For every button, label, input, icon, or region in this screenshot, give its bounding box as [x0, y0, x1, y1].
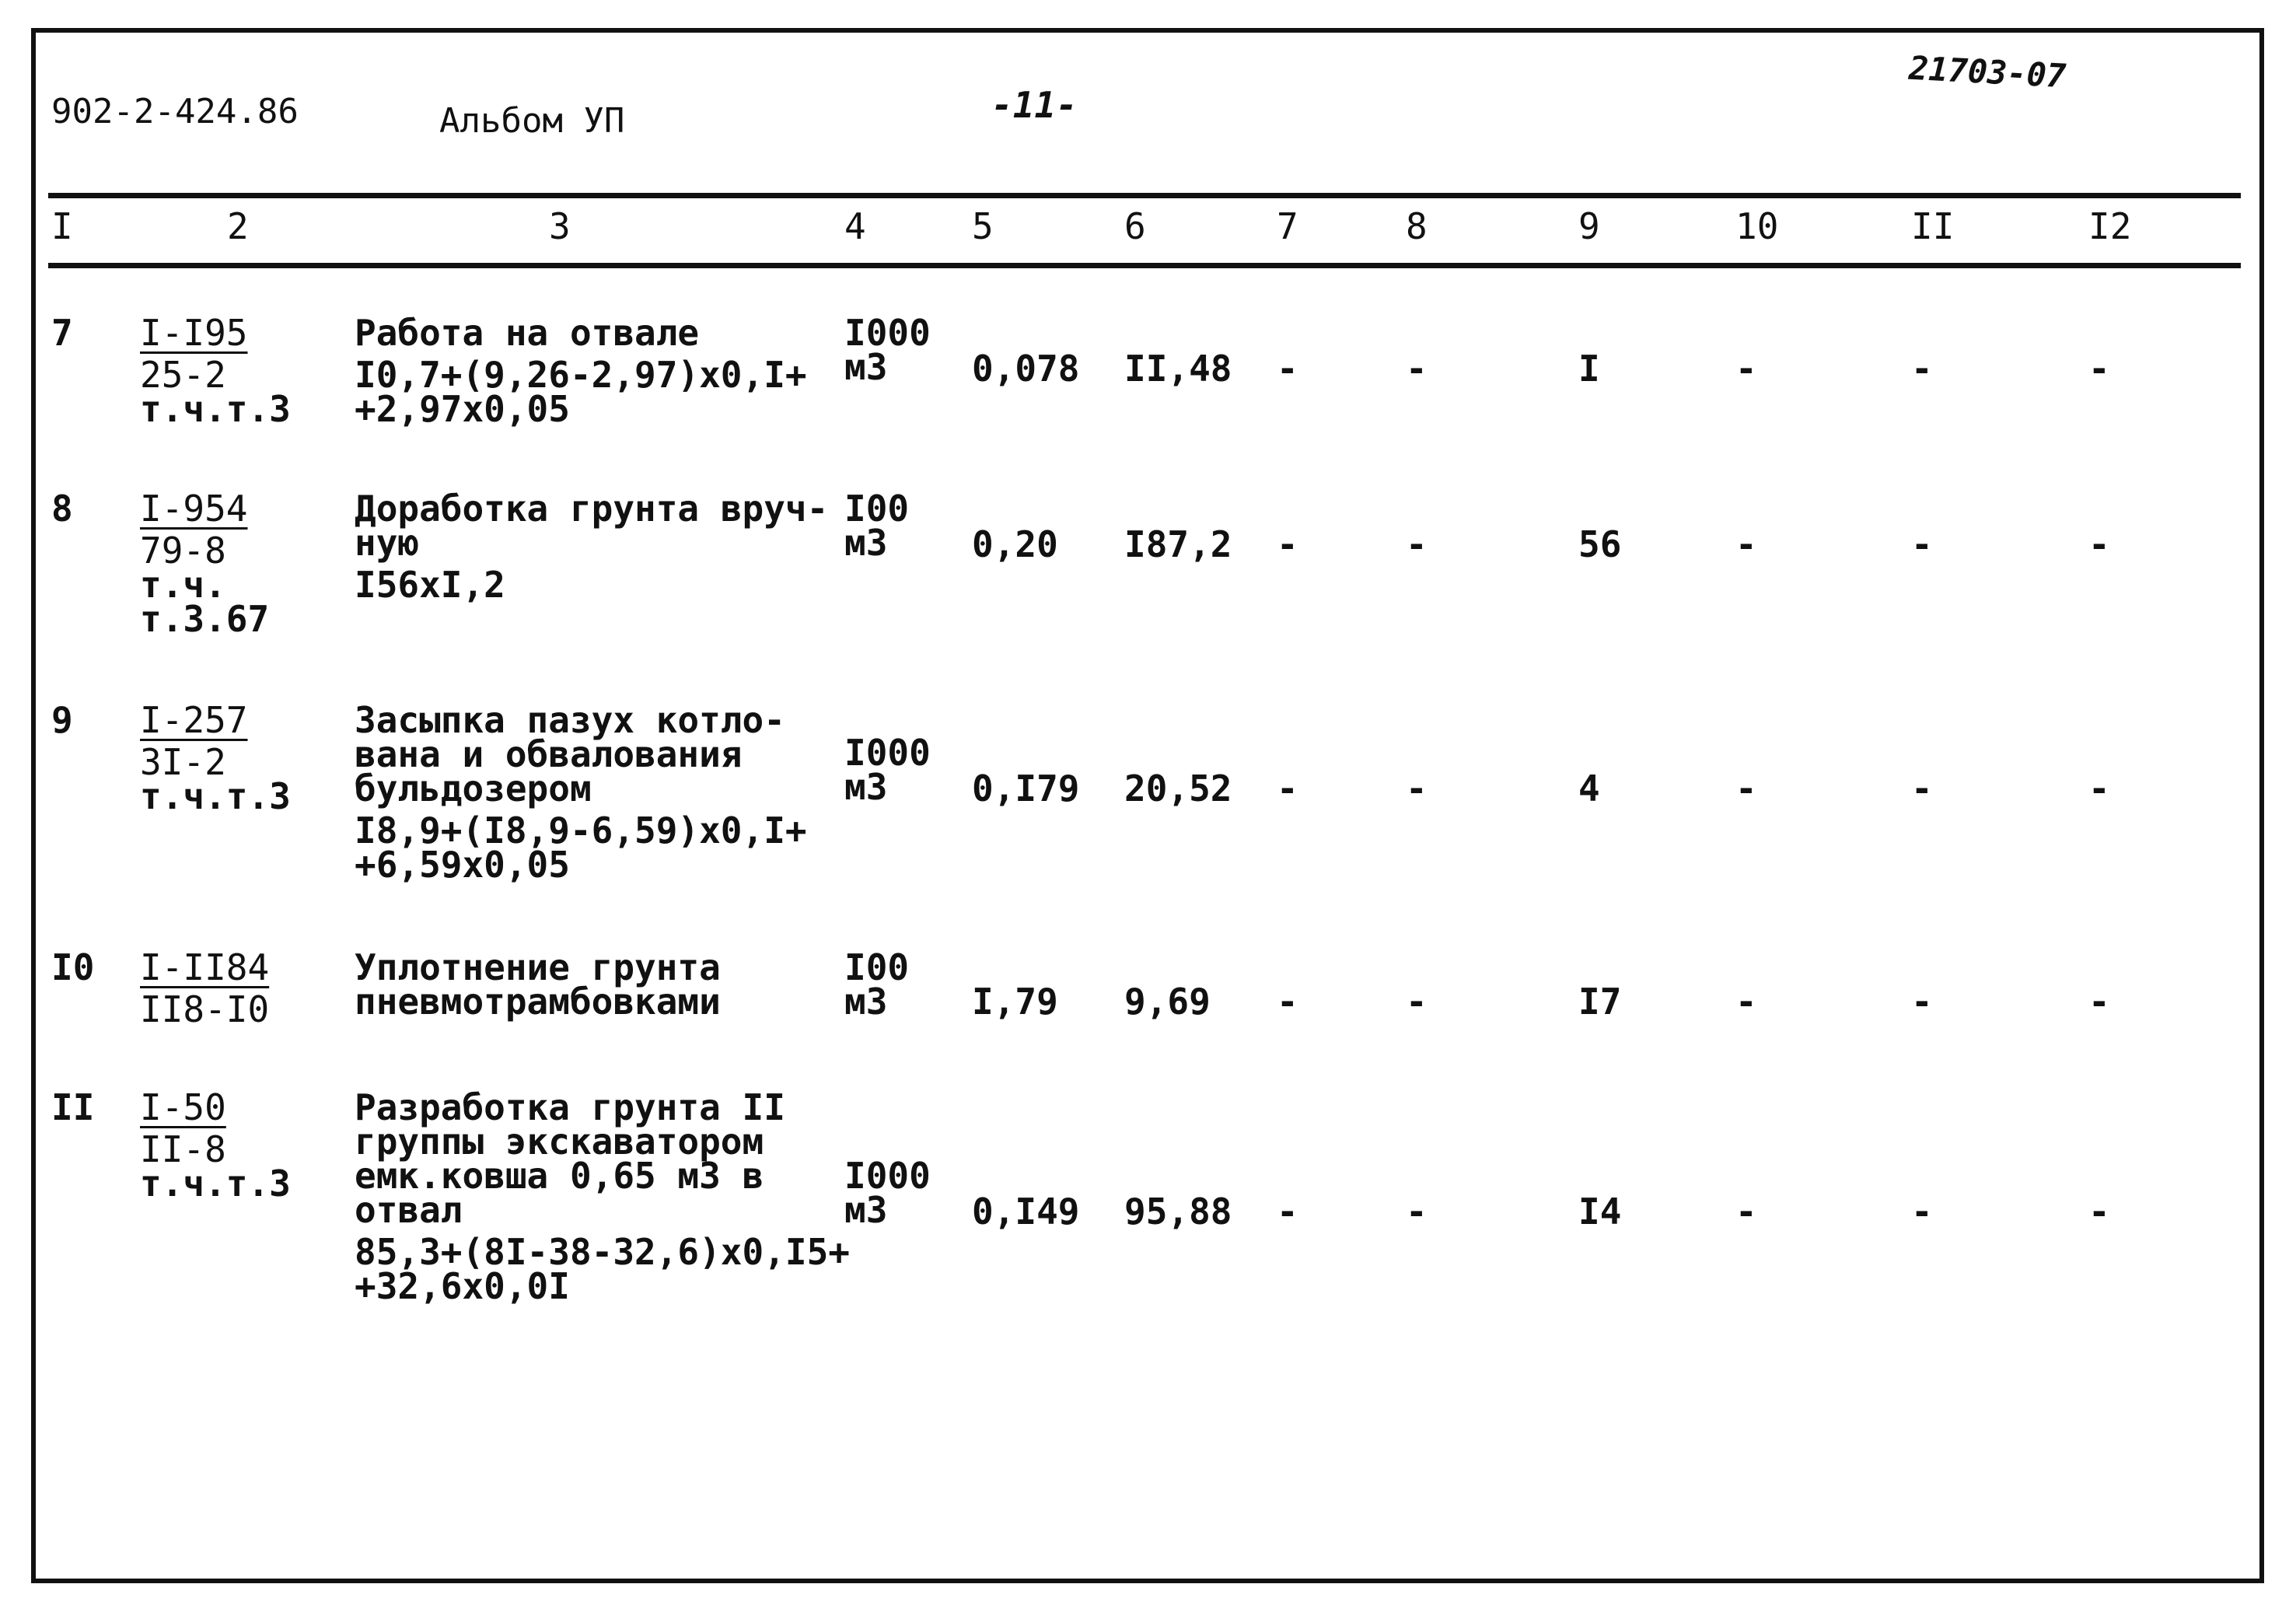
row-col7: - [1277, 768, 1298, 810]
unit-line: м3 [844, 346, 888, 388]
formula-line: +6,59x0,05 [355, 844, 570, 886]
row-price: 20,52 [1124, 768, 1232, 810]
row-number: 9 [51, 699, 73, 741]
row-price: 95,88 [1124, 1191, 1232, 1233]
row-col12: - [2088, 981, 2110, 1023]
unit-line: I000 [844, 312, 931, 354]
header-rule-bottom [48, 263, 2241, 268]
column-header-3: 3 [549, 205, 571, 247]
column-header-9: 9 [1578, 205, 1600, 247]
row-number: II [51, 1086, 95, 1128]
reference-line: т.ч. [140, 564, 226, 606]
inventory-number: 21703-07 [1907, 48, 2067, 96]
description-line: Уплотнение грунта [355, 946, 721, 988]
column-header-2: 2 [227, 205, 249, 247]
unit-line: I000 [844, 1155, 931, 1197]
unit-line: м3 [844, 981, 888, 1023]
row-number: I0 [51, 946, 95, 988]
description-line: отвал [355, 1189, 463, 1231]
reference-line: т.ч.т.3 [140, 388, 291, 430]
row-number: 8 [51, 488, 73, 530]
row-quantity: 0,I79 [972, 768, 1080, 810]
row-reference [140, 699, 291, 817]
formula-line: +2,97x0,05 [355, 388, 570, 430]
row-reference [140, 488, 270, 640]
description-line: емк.ковша 0,65 м3 в [355, 1155, 764, 1197]
row-col11: - [1911, 768, 1933, 810]
unit-line: м3 [844, 522, 888, 564]
row-col12: - [2088, 523, 2110, 565]
page-number: -11- [991, 84, 1078, 126]
row-col7: - [1277, 523, 1298, 565]
formula-line: +32,6x0,0I [355, 1265, 570, 1307]
row-col9: 56 [1578, 523, 1622, 565]
reference-line: т.ч.т.3 [140, 775, 291, 817]
reference-line: т.ч.т.3 [140, 1163, 291, 1205]
row-col11: - [1911, 348, 1933, 390]
row-col10: - [1735, 348, 1757, 390]
row-description [355, 946, 721, 1023]
description-line: Работа на отвале [355, 312, 700, 354]
row-quantity: 0,20 [972, 523, 1058, 565]
row-price: 9,69 [1124, 981, 1211, 1023]
row-unit [844, 488, 910, 564]
description-line: Засыпка пазух котло- [355, 699, 785, 741]
description-line: бульдозером [355, 768, 592, 810]
row-reference [140, 312, 291, 430]
reference-code: I-257 [140, 699, 248, 741]
description-line: группы экскаватором [355, 1121, 764, 1163]
reference-code: I-II84 [140, 946, 270, 988]
unit-line: I00 [844, 946, 910, 988]
column-header-6: 6 [1124, 205, 1146, 247]
unit-line: м3 [844, 1189, 888, 1231]
row-reference [140, 1086, 291, 1205]
reference-line: II-8 [140, 1128, 226, 1170]
reference-code: I-I95 [140, 312, 248, 354]
row-col12: - [2088, 1191, 2110, 1233]
row-col10: - [1735, 1191, 1757, 1233]
formula-line: I0,7+(9,26-2,97)x0,I+ [355, 354, 807, 396]
unit-line: I00 [844, 488, 910, 530]
row-col12: - [2088, 768, 2110, 810]
header-rule-top [48, 193, 2241, 198]
row-col7: - [1277, 348, 1298, 390]
row-col9: I [1578, 348, 1600, 390]
description-line: Доработка грунта вруч- [355, 488, 829, 530]
reference-code: I-954 [140, 488, 248, 530]
row-price: II,48 [1124, 348, 1232, 390]
row-col11: - [1911, 981, 1933, 1023]
row-unit [844, 1155, 931, 1231]
row-unit [844, 732, 931, 808]
column-header-4: 4 [844, 205, 866, 247]
column-header-12: I2 [2088, 205, 2132, 247]
row-col10: - [1735, 523, 1757, 565]
formula-line: 85,3+(8I-38-32,6)x0,I5+ [355, 1231, 850, 1273]
row-col8: - [1406, 768, 1428, 810]
row-col10: - [1735, 768, 1757, 810]
row-description [355, 699, 807, 886]
description-line: Разработка грунта II [355, 1086, 785, 1128]
row-quantity: 0,078 [972, 348, 1080, 390]
row-description [355, 312, 807, 430]
row-quantity: 0,I49 [972, 1191, 1080, 1233]
row-col11: - [1911, 523, 1933, 565]
reference-line: II8-I0 [140, 988, 270, 1030]
row-col7: - [1277, 1191, 1298, 1233]
row-col9: I4 [1578, 1191, 1622, 1233]
reference-line: 25-2 [140, 354, 226, 396]
row-col7: - [1277, 981, 1298, 1023]
description-line: вана и обвалования [355, 733, 743, 775]
unit-line: м3 [844, 766, 888, 808]
row-description [355, 1086, 850, 1307]
row-number: 7 [51, 312, 73, 354]
row-col8: - [1406, 981, 1428, 1023]
album-label: Альбом УП [439, 101, 625, 141]
row-col10: - [1735, 981, 1757, 1023]
reference-line: 3I-2 [140, 741, 226, 783]
row-reference [140, 946, 270, 1030]
document-code: 902-2-424.86 [51, 92, 299, 131]
reference-code: I-50 [140, 1086, 226, 1128]
reference-line: 79-8 [140, 530, 226, 572]
unit-line: I000 [844, 732, 931, 774]
formula-line: I56xI,2 [355, 564, 505, 606]
column-header-7: 7 [1277, 205, 1298, 247]
row-col8: - [1406, 348, 1428, 390]
formula-line: I8,9+(I8,9-6,59)x0,I+ [355, 810, 807, 851]
description-line: пневмотрамбовками [355, 981, 721, 1023]
column-header-5: 5 [972, 205, 994, 247]
description-line: ную [355, 522, 420, 564]
row-col11: - [1911, 1191, 1933, 1233]
row-unit [844, 946, 910, 1023]
row-unit [844, 312, 931, 388]
row-col8: - [1406, 1191, 1428, 1233]
column-header-10: 10 [1735, 205, 1779, 247]
row-col9: 4 [1578, 768, 1600, 810]
column-header-8: 8 [1406, 205, 1428, 247]
row-col9: I7 [1578, 981, 1622, 1023]
row-description [355, 488, 829, 606]
column-header-1: I [51, 205, 73, 247]
row-col8: - [1406, 523, 1428, 565]
reference-line: т.3.67 [140, 598, 270, 640]
row-col12: - [2088, 348, 2110, 390]
row-price: I87,2 [1124, 523, 1232, 565]
column-header-11: II [1911, 205, 1955, 247]
row-quantity: I,79 [972, 981, 1058, 1023]
